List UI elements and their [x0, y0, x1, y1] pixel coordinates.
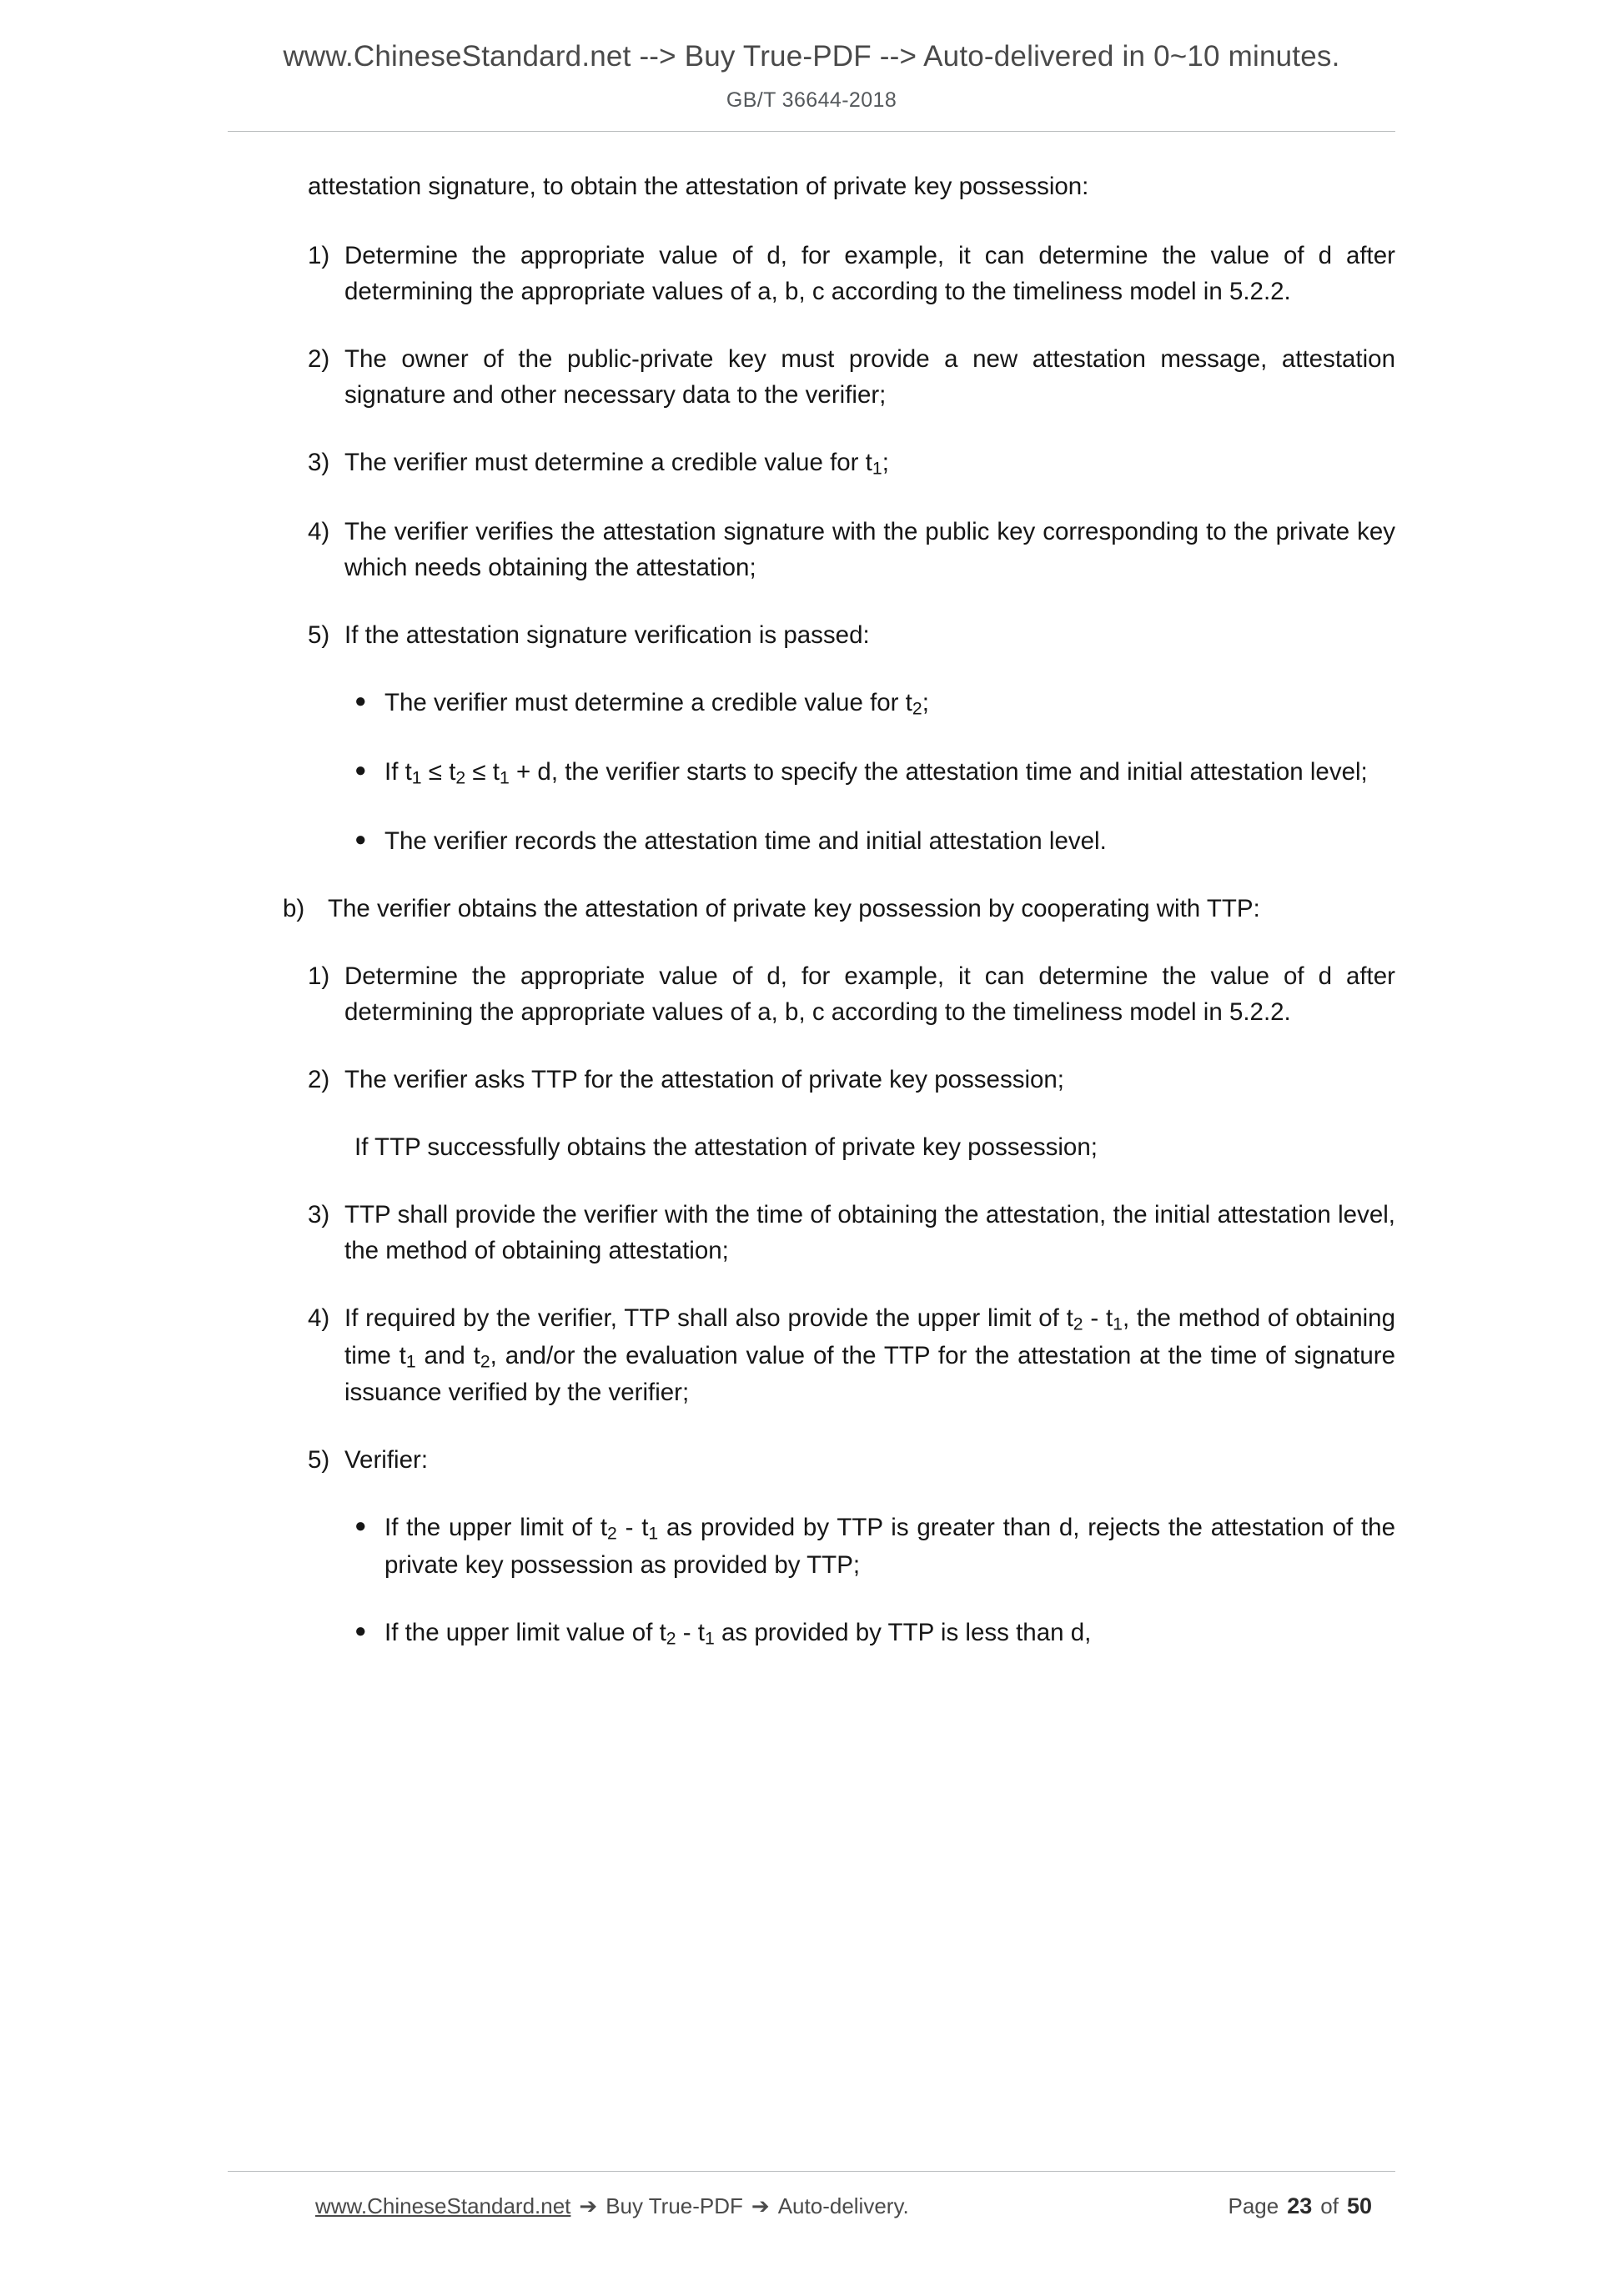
text-fragment: ;: [922, 689, 929, 717]
bullet-item: [228, 685, 1395, 722]
subscript: 2: [1073, 1314, 1083, 1334]
page-content: [228, 132, 1395, 1652]
list-item: [228, 1442, 1395, 1478]
list-marker: 4): [308, 1304, 330, 1333]
text-fragment: + d, the verifier starts to specify the attestation time and initial attestation level;: [509, 757, 1368, 786]
list-item: [228, 1300, 1395, 1410]
bullet-item: [228, 754, 1395, 791]
bullet-text: [384, 1619, 1092, 1649]
subscript: 2: [455, 767, 466, 788]
subscript: 1: [405, 1351, 416, 1372]
sub-note: If TTP successfully obtains the attestation of private key possession;: [354, 1133, 1098, 1161]
list-item-text: TTP shall provide the verifier with the time of obtaining the attestation, the initial attestation level, the method of obtaining attestation;: [344, 1200, 1395, 1264]
page-footer: [0, 2171, 1623, 2219]
text-fragment: ≤ t: [421, 757, 456, 786]
list-marker: 5): [308, 621, 330, 650]
list-item: [228, 238, 1395, 309]
list-item-text: [344, 445, 1395, 482]
footer-divider: [228, 2171, 1395, 2172]
list-marker: 2): [308, 345, 330, 374]
promo-banner: www.ChineseStandard.net --> Buy True-PDF --> Auto-delivered in 0~10 minutes.: [283, 40, 1340, 73]
subscript: 1: [705, 1628, 715, 1649]
text-fragment: as provided by TTP is less than d,: [714, 1619, 1092, 1647]
page-number: 23: [1287, 2193, 1313, 2218]
intro-paragraph: attestation signature, to obtain the attestation of private key possession:: [308, 173, 1089, 200]
text-fragment: ≤ t: [465, 757, 500, 786]
bullet-icon: ●: [354, 1515, 367, 1538]
list-item: [228, 341, 1395, 413]
bullet-icon: ●: [354, 758, 367, 781]
list-marker: 3): [308, 449, 330, 477]
total-pages: 50: [1346, 2193, 1372, 2218]
bullet-text: [384, 689, 929, 719]
text-fragment: The verifier must determine a credible value for t: [344, 449, 872, 477]
subscript: 1: [648, 1524, 659, 1545]
list-marker: 1): [308, 242, 330, 270]
bullet-icon: ●: [354, 827, 367, 851]
text-fragment: - t: [616, 1514, 649, 1542]
lettered-item-text: The verifier obtains the attestation of private key possession by cooperating with TTP:: [328, 894, 1260, 922]
list-marker: 3): [308, 1200, 330, 1228]
text-fragment: If the upper limit of t: [384, 1514, 608, 1542]
bullet-text: [384, 1514, 1395, 1579]
list-item-text: [344, 1300, 1395, 1410]
text-fragment: , the method of obtaining time t: [344, 1304, 1395, 1369]
list-item: [228, 958, 1395, 1030]
list-item-text: The verifier verifies the attestation signature with the public key corresponding to the private key which needs obtaining the attestation;: [344, 517, 1395, 582]
bullet-icon: ●: [354, 1620, 367, 1643]
subscript: 1: [1113, 1314, 1123, 1334]
subscript: 2: [607, 1524, 617, 1545]
subscript: 2: [666, 1628, 676, 1649]
list-item-text: Determine the appropriate value of d, for example, it can determine the value of d after determining the appropriate values of a, b, c according to the timeliness model in 5.2.2.: [344, 962, 1395, 1026]
list-marker: 4): [308, 517, 330, 545]
list-marker: b): [283, 894, 305, 922]
bullet-item: [228, 1615, 1395, 1652]
page-indicator: [1228, 2193, 1395, 2219]
list-marker: 1): [308, 962, 330, 990]
text-fragment: - t: [1083, 1304, 1113, 1333]
list-item-text: Verifier:: [344, 1446, 429, 1475]
footer-buy-label: Buy True-PDF: [605, 2193, 743, 2218]
subscript: 1: [411, 767, 422, 788]
footer-site-link[interactable]: www.ChineseStandard.net: [315, 2193, 571, 2218]
subscript: 2: [912, 698, 922, 719]
text-fragment: The verifier must determine a credible value for t: [384, 689, 912, 717]
arrow-right-icon: ➔: [751, 2193, 770, 2218]
list-item-text: The verifier asks TTP for the attestation of private key possession;: [344, 1065, 1065, 1093]
subscript: 1: [872, 458, 882, 479]
list-item: [228, 617, 1395, 653]
standard-number: GB/T 36644-2018: [726, 88, 897, 112]
list-item-text: Determine the appropriate value of d, for example, it can determine the value of d after determining the appropriate values of a, b, c according to the timeliness model in 5.2.2.: [344, 242, 1395, 306]
bullet-text: [384, 758, 1368, 786]
text-fragment: If the upper limit value of t: [384, 1619, 666, 1647]
arrow-right-icon: ➔: [579, 2193, 598, 2218]
list-marker: 5): [308, 1446, 330, 1475]
of-label: of: [1320, 2193, 1339, 2218]
lettered-item-b: [228, 891, 1395, 927]
text-fragment: ;: [882, 449, 889, 477]
page-label: Page: [1228, 2193, 1279, 2218]
list-item: [228, 445, 1395, 482]
page-header: [0, 0, 1623, 132]
footer-row: [228, 2193, 1395, 2219]
bullet-text: The verifier records the attestation time and initial attestation level.: [384, 826, 1107, 855]
bullet-item: [228, 1510, 1395, 1583]
list-item-text: If the attestation signature verification is passed:: [344, 621, 870, 650]
subscript: 1: [499, 767, 510, 788]
list-item-text: The owner of the public-private key must provide a new attestation message, attestation signature and other necessary data to the verifier;: [344, 345, 1395, 409]
footer-delivery-label: Auto-delivery.: [777, 2193, 909, 2218]
text-fragment: If t: [384, 757, 412, 786]
text-fragment: If required by the verifier, TTP shall also provide the upper limit of t: [344, 1304, 1073, 1333]
bullet-icon: ●: [354, 690, 367, 713]
list-marker: 2): [308, 1065, 330, 1093]
list-item: [228, 1062, 1395, 1098]
list-item: [228, 1197, 1395, 1269]
text-fragment: and t: [415, 1341, 480, 1369]
list-item: [228, 514, 1395, 585]
text-fragment: , and/or the evaluation value of the TTP for the attestation at the time of signature issuance verified by the verifier;: [344, 1341, 1395, 1407]
subscript: 2: [480, 1351, 490, 1372]
bullet-item: [228, 823, 1395, 859]
text-fragment: as provided by TTP is greater than d, rejects the attestation of the private key possession as provided by TTP;: [384, 1514, 1395, 1580]
text-fragment: - t: [676, 1619, 706, 1647]
